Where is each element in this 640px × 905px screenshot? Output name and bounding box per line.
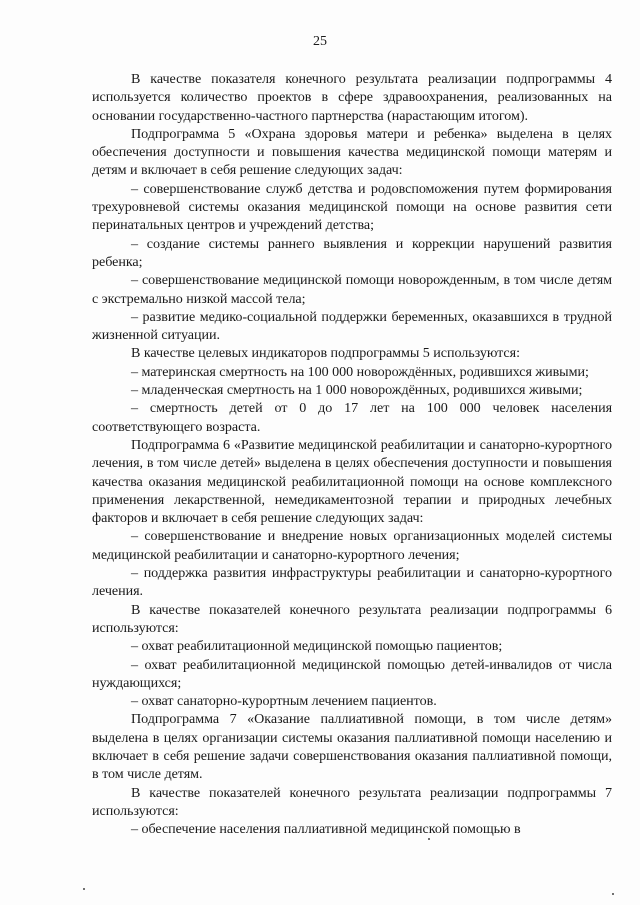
- list-item: – материнская смертность на 100 000 новорождённых, родившихся живыми;: [131, 363, 589, 380]
- list-item: – охват реабилитационной медицинской помощью пациентов;: [131, 638, 503, 655]
- list-item: – обеспечение населения паллиативной медицинской помощью в: [131, 821, 521, 838]
- scan-speck: [428, 838, 430, 840]
- document-body: [92, 70, 612, 838]
- list-item: – охват санаторно-курортным лечением пациентов.: [131, 693, 437, 710]
- paragraph: В качестве показателей конечного результата реализации подпрограммы 6 используются:: [92, 601, 612, 636]
- paragraph: Подпрограмма 7 «Оказание паллиативной помощи, в том числе детям» выделена в целях организации системы оказания паллиативной помощи населению и включает в себя решение задачи совершенствования оказания паллиативной помощи, в том числе детям.: [92, 711, 612, 783]
- list-item: – младенческая смертность на 1 000 новорождённых, родившихся живыми;: [131, 382, 583, 399]
- list-item: – создание системы раннего выявления и коррекции нарушений развития ребенка;: [92, 235, 612, 270]
- paragraph: Подпрограмма 6 «Развитие медицинской реабилитации и санаторно-курортного лечения, в том числе детей» выделена в целях обеспечения доступности и повышения качества оказания медицинской реабилитационной помощи на основе комплексного применения лекарственной, немедикаментозной терапии и природных лечебных факторов и включает в себя решение следующих задач:: [92, 436, 612, 527]
- list-item: – совершенствование медицинской помощи новорожденным, в том числе детям с экстремально низкой массой тела;: [92, 272, 612, 307]
- paragraph: В качестве показателя конечного результата реализации подпрограммы 4 используется количество проектов в сфере здравоохранения, реализованных на основании государственно-частного партнерства (нарастающим итогом).: [92, 71, 612, 124]
- scan-speck: [612, 893, 614, 895]
- paragraph: Подпрограмма 5 «Охрана здоровья матери и ребенка» выделена в целях обеспечения доступности и повышения качества медицинской помощи матерям и детям и включает в себя решение следующих задач:: [92, 125, 612, 179]
- list-item: – развитие медико-социальной поддержки беременных, оказавшихся в трудной жизненной ситуации.: [92, 308, 612, 344]
- paragraph: В качестве показателей конечного результата реализации подпрограммы 7 используются:: [92, 784, 612, 819]
- list-item: – поддержка развития инфраструктуры реабилитации и санаторно-курортного лечения.: [92, 565, 612, 600]
- paragraph: В качестве целевых индикаторов подпрограммы 5 используются:: [131, 345, 520, 362]
- list-item: – охват реабилитационной медицинской помощью детей-инвалидов от числа нуждающихся;: [92, 656, 612, 691]
- list-item: – совершенствование и внедрение новых организационных моделей системы медицинской реабилитации и санаторно-курортного лечения;: [92, 528, 612, 563]
- page-number: 25: [313, 34, 327, 49]
- list-item: – смертность детей от 0 до 17 лет на 100 000 человек населения соответствующего возраста.: [92, 400, 612, 435]
- scan-speck: [83, 888, 85, 890]
- list-item: – совершенствование служб детства и родовспоможения путем формирования трехуровневой системы оказания медицинской помощи на основе развития сети перинатальных центров и учреждений детства;: [92, 180, 612, 234]
